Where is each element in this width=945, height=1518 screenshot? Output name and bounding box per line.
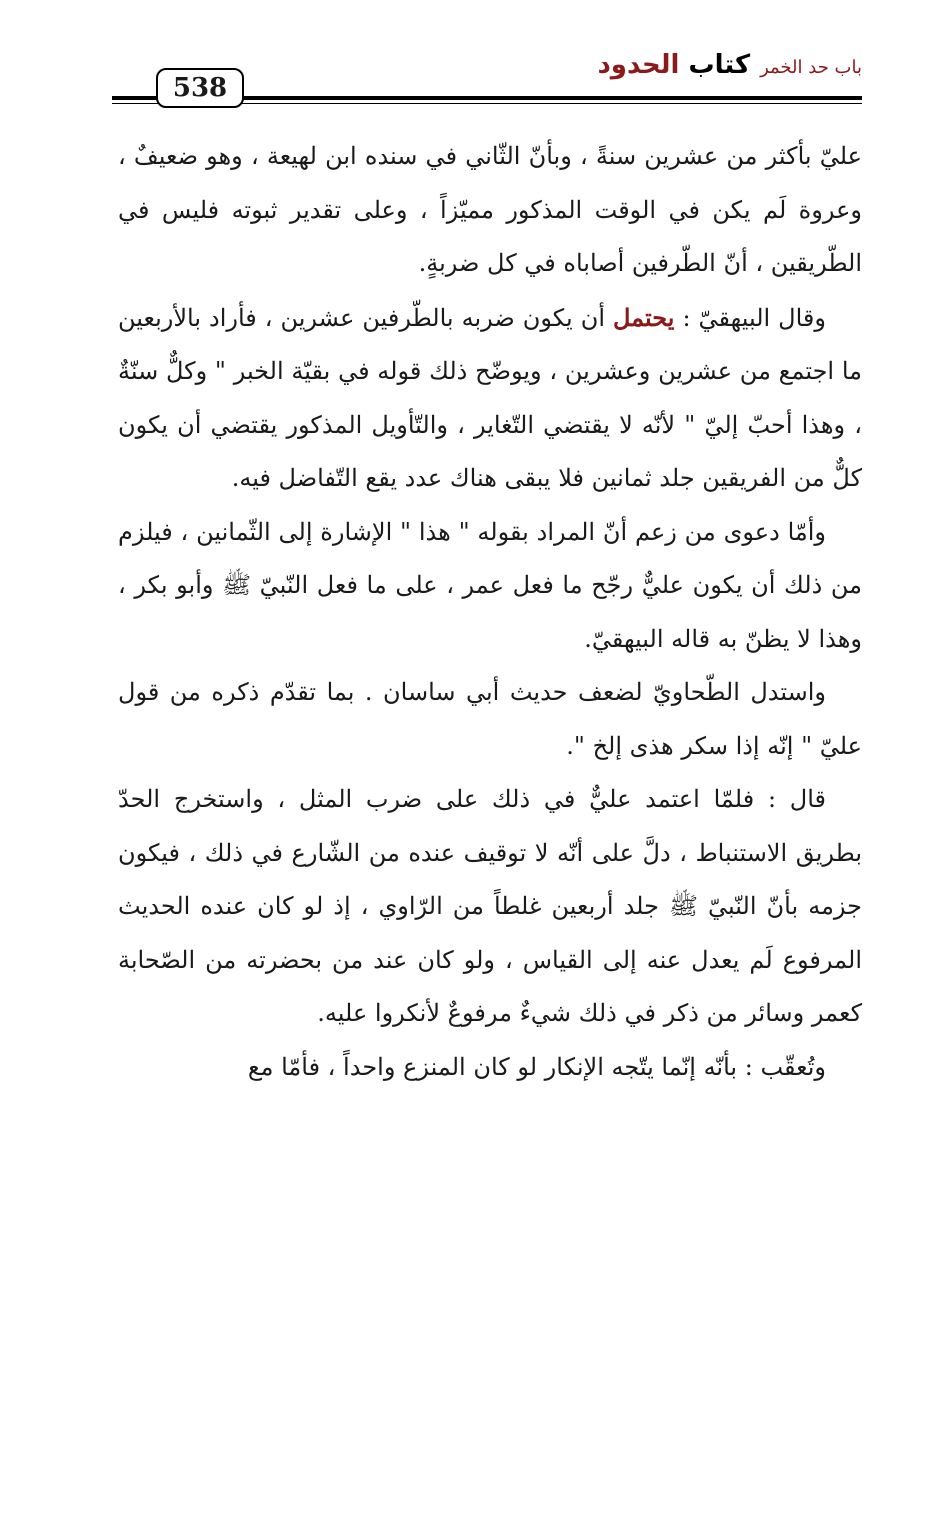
highlighted-term: يحتمل: [612, 302, 675, 332]
paragraph-2-rest: أن يكون ضربه بالطّرفين عشرين ، فأراد بالأربعين ما اجتمع من عشرين وعشرين ، ويوضّح ذلك قوله في بقيّة الخبر " وكلٌّ سنّةٌ ، وهذا أحبّ إليّ " لأنّه لا يقتضي التّغاير ، والتّأويل المذكور يقتضي أن يكون كلٌّ من الفريقين جلد ثمانين فلا يبقى هناك عدد يقع التّفاضل فيه.: [118, 303, 862, 492]
page-body: [118, 130, 862, 1094]
book-title-prefix: كتاب: [679, 50, 751, 80]
chapter-title: باب حد الخمر: [760, 57, 862, 78]
book-title-main: الحدود: [597, 50, 680, 80]
paragraph-5: قال : فلمّا اعتمد عليٌّ في ذلك على ضرب المثل ، واستخرج الحدّ بطريق الاستنباط ، دلَّ على أنّه لا توقيف عنده من الشّارع في ذلك ، فيكون جزمه بأنّ النّبيّ ﷺ جلد أربعين غلطاً من الرّاوي ، إذ لو كان عنده الحديث المرفوع لَم يعدل عنه إلى القياس ، ولو كان عند من بحضرته من الصّحابة كعمر وسائر من ذكر في ذلك شيءٌ مرفوعٌ لأنكروا عليه.: [118, 785, 862, 1027]
paragraph-3: وأمّا دعوى من زعم أنّ المراد بقوله " هذا " الإشارة إلى الثّمانين ، فيلزم من ذلك أن يكون عليٌّ رجّح ما فعل عمر ، على ما فعل النّبيّ ﷺ وأبو بكر ، وهذا لا يظنّ به قاله البيهقيّ.: [118, 517, 862, 653]
book-title: [597, 50, 750, 80]
paragraph-1: عليّ بأكثر من عشرين سنةً ، وبأنّ الثّاني في سنده ابن لهيعة ، وهو ضعيفٌ ، وعروة لَم يكن في الوقت المذكور مميّزاً ، وعلى تقدير ثبوته فليس في الطّريقين ، أنّ الطّرفين أصاباه في كل ضربةٍ.: [118, 142, 862, 277]
running-title: [597, 50, 862, 92]
paragraph-2-start: وقال البيهقيّ :: [674, 303, 826, 332]
page-number: 538: [156, 68, 244, 108]
page-header: [112, 50, 862, 110]
paragraph-4: واستدل الطّحاويّ لضعف حديث أبي ساسان . بما تقدّم ذكره من قول عليّ " إنّه إذا سكر هذى إلخ ".: [118, 678, 862, 760]
paragraph-6: وتُعقّب : بأنّه إنّما يتّجه الإنكار لو كان المنزع واحداً ، فأمّا مع: [247, 1052, 826, 1081]
paragraph-2: [118, 291, 862, 506]
